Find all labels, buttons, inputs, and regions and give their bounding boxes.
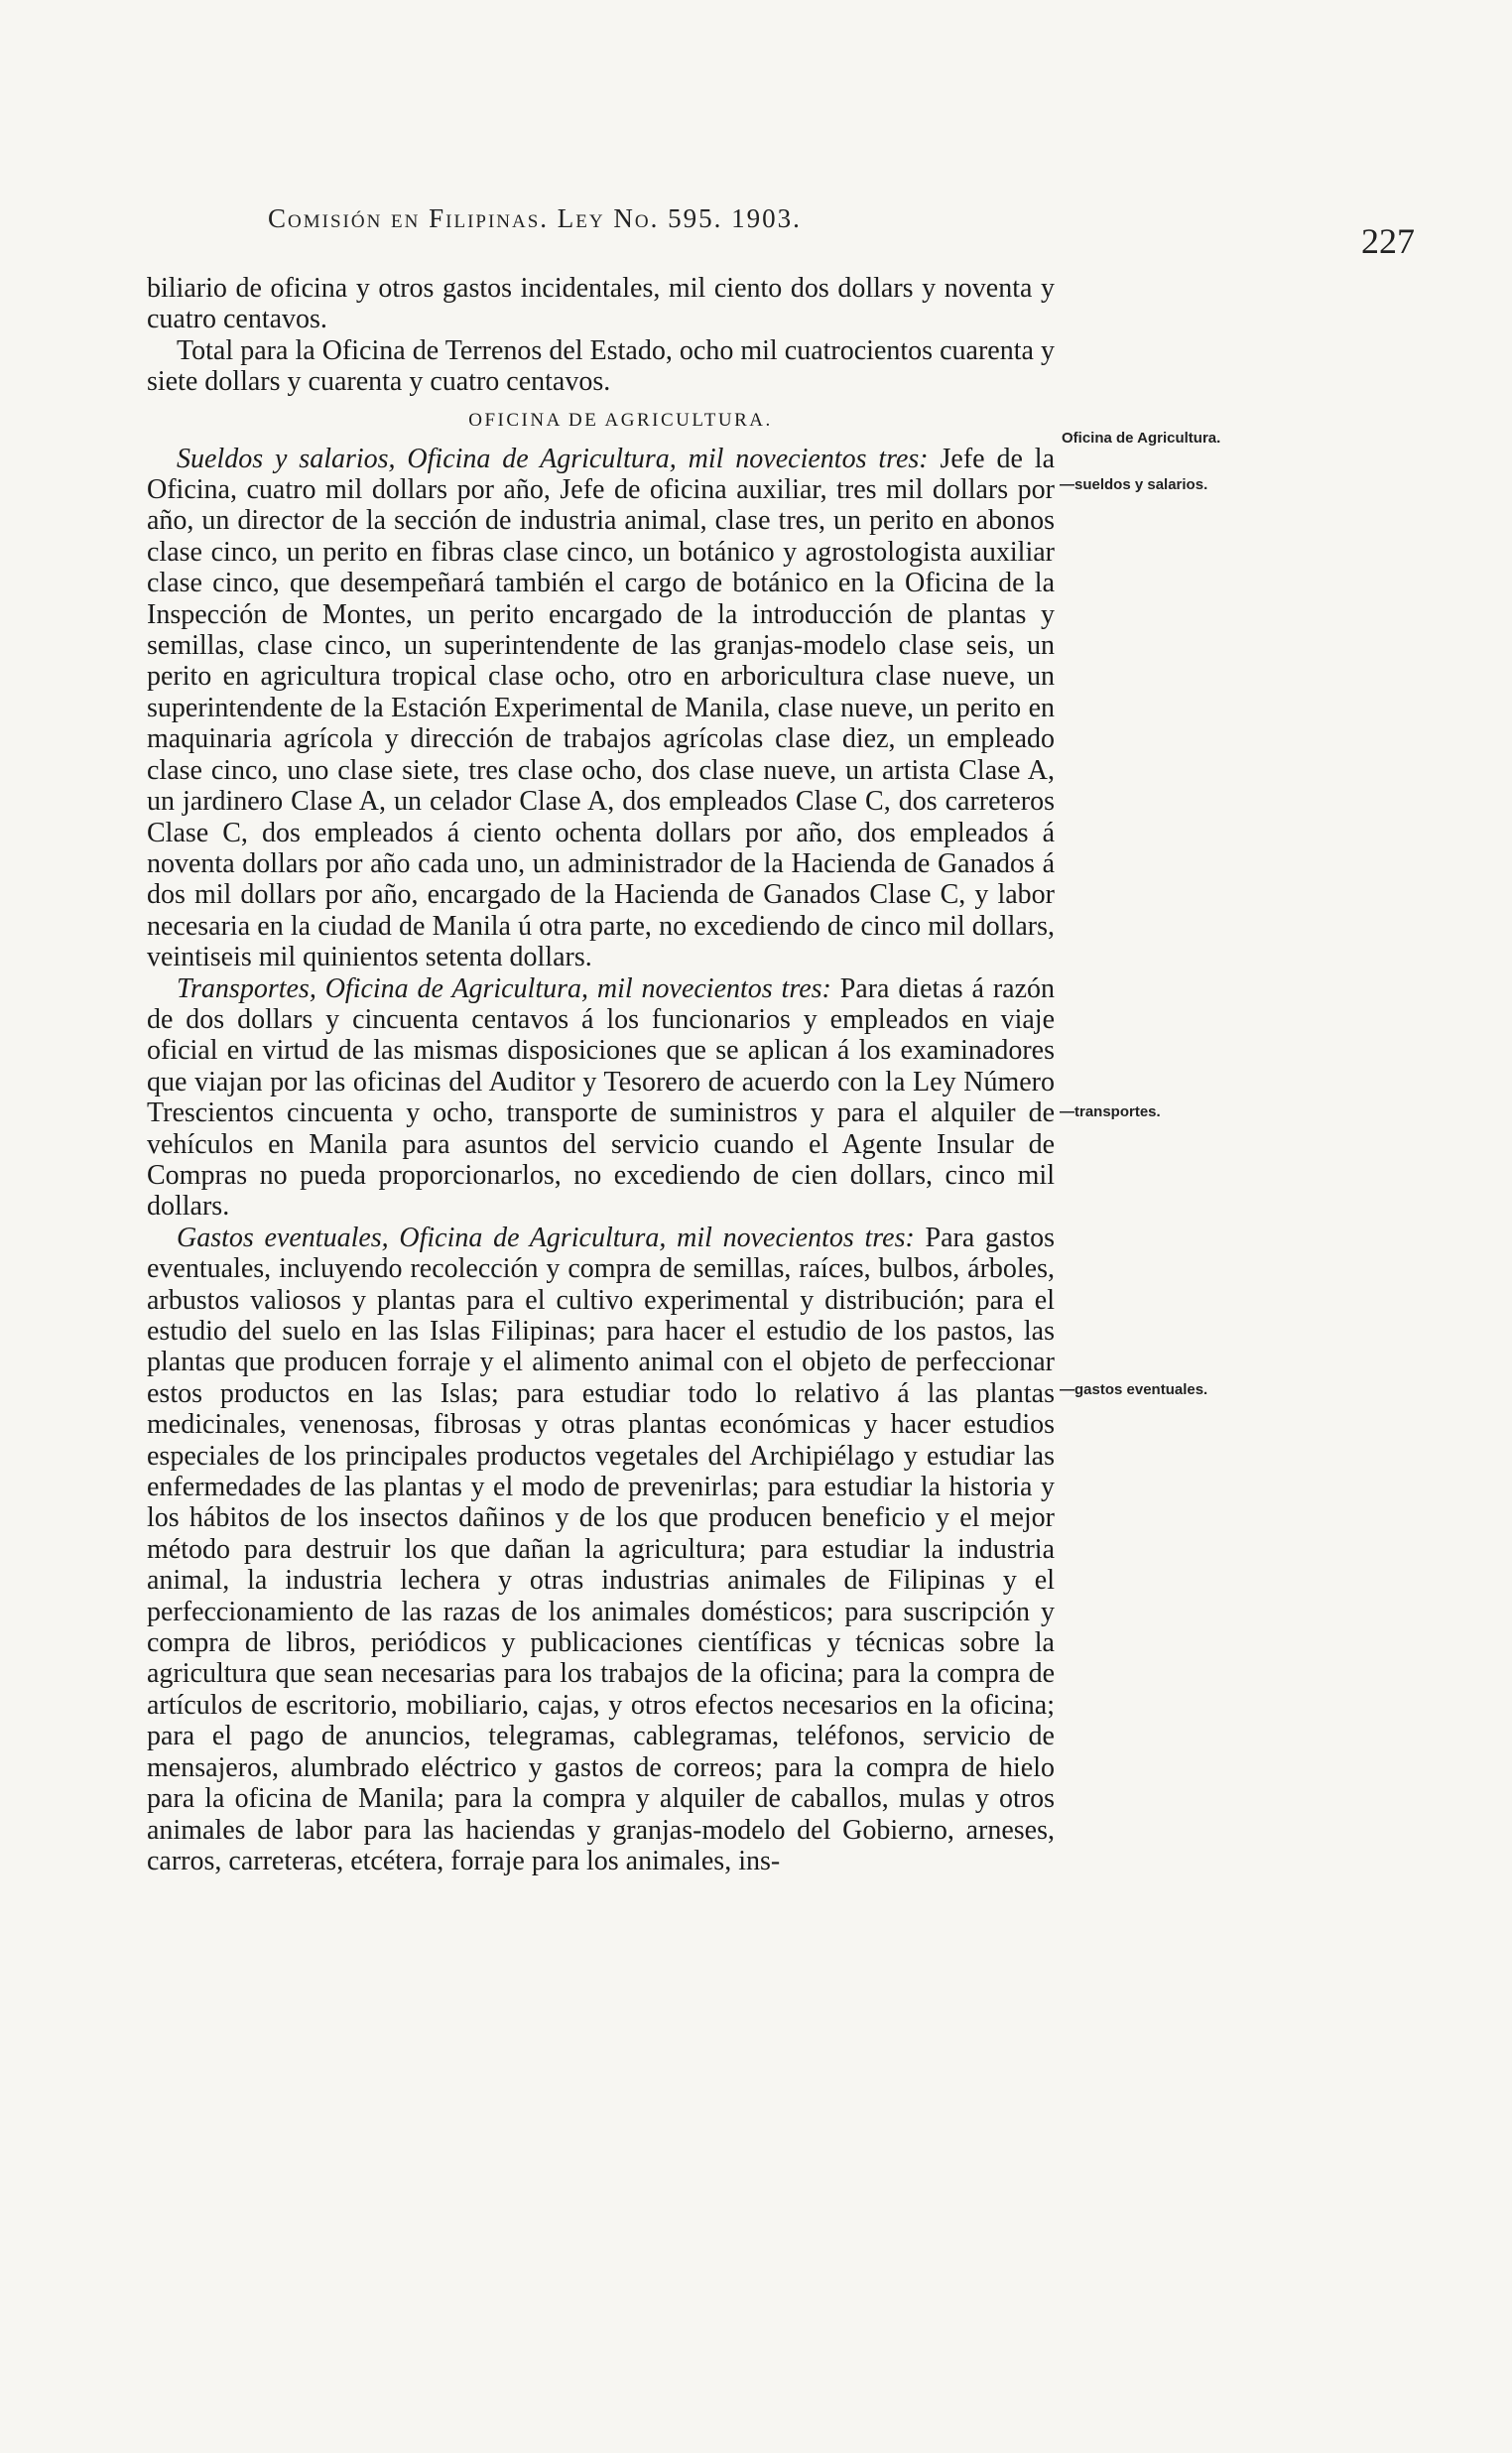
margin-note-sueldos: —sueldos y salarios. — [1060, 476, 1208, 493]
page-number: 227 — [1361, 221, 1415, 261]
margin-note-oficina-text: Oficina de Agricultura. — [1062, 430, 1221, 447]
paragraph-sueldos-body: Jefe de la Oficina, cuatro mil dollars por año, Jefe de oficina auxiliar, tres mil dollars por año, un director de la sección de industria animal, clase tres, un perito en abonos clase cinco, un perito en fibras clase cinco, un botánico y agrostologista auxiliar clase cinco, que desempeñará también el cargo de botánico en la Oficina de la Inspección de Montes, un perito encargado de la introducción de plantas y semillas, clase cinco, un superintendente de las granjas-modelo clase seis, un perito en agricultura tropical clase ocho, otro en arboricultura clase nueve, un superintendente de la Estación Experimental de Manila, clase nueve, un perito en maquinaria agrícola y dirección de trabajos agrícolas clase diez, un empleado clase cinco, uno clase siete, tres clase ocho, dos clase nueve, un artista Clase A, un jardinero Clase A, un celador Clase A, dos empleados Clase C, dos carreteros Clase C, dos empleados á ciento ochenta dollars por año, dos empleados á noventa dollars por año cada uno, un administrador de la Hacienda de Ganados á dos mil dollars por año, encargado de la Hacienda de Ganados Clase C, y labor necesaria en la ciudad de Manila ú otra parte, no excediendo de cinco mil dollars, veintiseis mil quinientos setenta dollars. — [147, 443, 1055, 973]
section-heading: OFICINA DE AGRICULTURA. — [468, 409, 773, 431]
paragraph-transportes — [147, 973, 1055, 1223]
margin-note-gastos: —gastos eventuales. — [1060, 1381, 1208, 1398]
paragraph-2: Total para la Oficina de Terrenos del Estado, ocho mil cuatrocientos cuarenta y siete dollars y cuarenta y cuatro centavos. — [147, 334, 1055, 398]
paragraph-1: biliario de oficina y otros gastos incidentales, mil ciento dos dollars y noventa y cuatro centavos. — [147, 273, 1055, 335]
margin-note-oficina — [1062, 430, 1300, 448]
paragraph-sueldos — [147, 444, 1055, 973]
paragraph-transportes-lead: Transportes, Oficina de Agricultura, mil novecientos tres: — [177, 972, 831, 1004]
paragraph-transportes-body: Para dietas á razón de dos dollars y cincuenta centavos á los funcionarios y empleados en viaje oficial en virtud de las mismas disposiciones que se aplican á los examinadores que viajan por las oficinas del Auditor y Tesorero de acuerdo con la Ley Número Trescientos cincuenta y ocho, transporte de suministros y para el alquiler de vehículos en Manila para asuntos del servicio cuando el Agente Insular de Compras no pueda proporcionarlos, no excediendo de cien dollars, cinco mil dollars. — [147, 972, 1055, 1223]
paragraph-gastos-body: Para gastos eventuales, incluyendo recolección y compra de semillas, raíces, bulbos, árboles, arbustos valiosos y plantas para el cultivo experimental y distribución; para el estudio del suelo en las Islas Filipinas; para hacer el estudio de los pastos, las plantas que producen forraje y el alimento animal con el objeto de perfeccionar estos productos en las Islas; para estudiar todo lo relativo á las plantas medicinales, venenosas, fibrosas y otras plantas económicas y hacer estudios especiales de los principales productos vegetales del Archipiélago y estudiar las enfermedades de las plantas y el modo de prevenirlas; para estudiar la historia y los hábitos de los insectos dañinos y de los que producen beneficio y el mejor método para destruir los que dañan la agricultura; para estudiar la industria animal, la industria lechera y otras industrias animales de Filipinas y el perfeccionamiento de las razas de los animales domésticos; para suscripción y compra de libros, periódicos y publicaciones científicas y técnicas sobre la agricultura que sean necesarias para los trabajos de la oficina; para la compra de artículos de escritorio, mobiliario, cajas, y otros efectos necesarios en la oficina; para el pago de anuncios, telegramas, cablegramas, teléfonos, servicio de mensajeros, alumbrado eléctrico y gastos de correos; para la compra de hielo para la oficina de Manila; para la compra y alquiler de caballos, mulas y otros animales de labor para las haciendas y granjas-modelo del Gobierno, arneses, carros, carreteras, etcétera, forraje para los animales, ins- — [147, 1222, 1055, 1876]
paragraph-sueldos-lead: Sueldos y salarios, Oficina de Agricultura, mil novecientos tres: — [177, 443, 929, 474]
body-text — [147, 273, 1055, 1876]
margin-note-transportes: —transportes. — [1060, 1103, 1161, 1120]
paragraph-gastos-lead: Gastos eventuales, Oficina de Agricultura, mil novecientos tres: — [177, 1222, 915, 1253]
running-title: Comisión en Filipinas. Ley No. 595. 1903. — [268, 203, 802, 233]
paragraph-gastos — [147, 1223, 1055, 1877]
